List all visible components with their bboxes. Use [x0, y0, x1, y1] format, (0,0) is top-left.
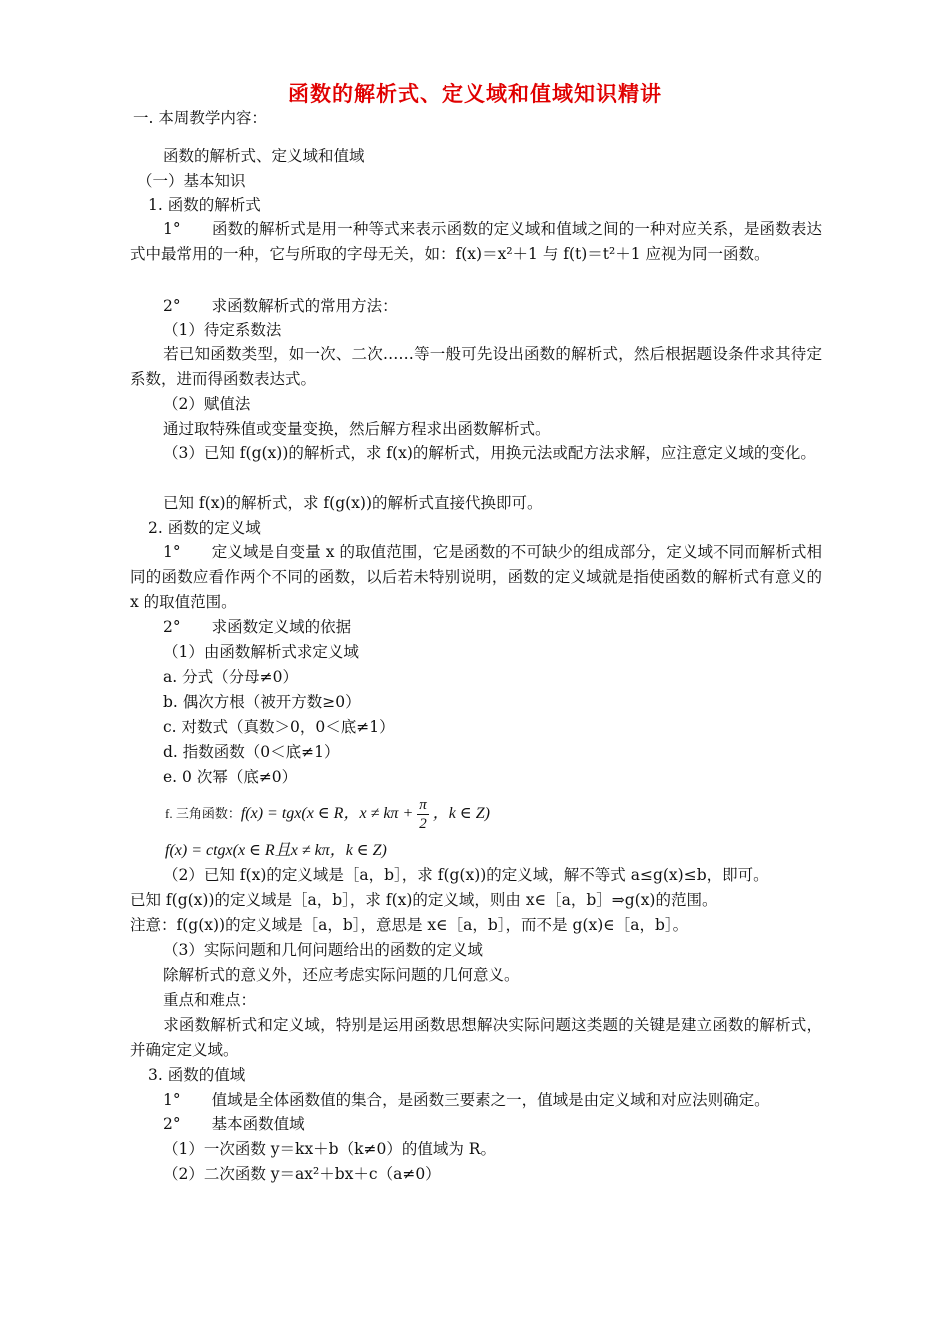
- list-item: c. 对数式（真数＞0，0＜底≠1）: [163, 718, 395, 736]
- formula-cotangent: f(x) = ctgx(x ∈ R且x ≠ kπ，k ∈ Z): [165, 842, 387, 859]
- subsection-heading: （一）基本知识: [137, 172, 246, 190]
- fraction-pi-over-2: $\frac{\pi}{2}$: [419, 797, 427, 832]
- note-line: 注意：f(g(x))的定义域是［a，b］，意思是 x∈［a，b］，而不是 g(x)∈［a，b］。: [130, 916, 689, 934]
- method-heading: （2）赋值法: [163, 395, 251, 413]
- text-line: 1° 值域是全体函数值的集合，是函数三要素之一，值域是由定义域和对应法则确定。: [163, 1091, 770, 1109]
- section-heading: 一. 本周教学内容：: [133, 109, 267, 127]
- text-line: 通过取特殊值或变量变换，然后解方程求出函数解析式。: [163, 420, 551, 438]
- paragraph: 求函数解析式和定义域，特别是运用函数思想解决实际问题这类题的关键是建立函数的解析式，并确定定义域。: [130, 1016, 822, 1059]
- text-line: 2° 基本函数值域: [163, 1115, 305, 1133]
- text-line: （1）由函数解析式求定义域: [163, 643, 359, 661]
- list-item: d. 指数函数（0＜底≠1）: [163, 743, 340, 761]
- text-line: 除解析式的意义外，还应考虑实际问题的几何意义。: [163, 966, 520, 984]
- text-line: 2° 求函数定义域的依据: [163, 618, 352, 636]
- list-item: a. 分式（分母≠0）: [163, 668, 298, 686]
- list-item: e. 0 次幂（底≠0）: [163, 768, 298, 786]
- subsection-heading: 1. 函数的解析式: [148, 196, 261, 214]
- list-item: b. 偶次方根（被开方数≥0）: [163, 693, 361, 711]
- text-line: （1）一次函数 y＝kx＋b（k≠0）的值域为 R。: [163, 1140, 496, 1158]
- paragraph: 若已知函数类型，如一次、二次……等一般可先设出函数的解析式，然后根据题设条件求其待定系数，进而得函数表达式。: [130, 345, 822, 388]
- text-line: （2）二次函数 y＝ax²＋bx＋c（a≠0）: [163, 1165, 441, 1183]
- text-line: 2° 求函数解析式的常用方法：: [163, 297, 398, 315]
- text-line: （2）已知 f(x)的定义域是［a，b］，求 f(g(x))的定义域，解不等式 a≤g(x)≤b，即可。: [163, 866, 769, 884]
- page-title: 函数的解析式、定义域和值域知识精讲: [288, 82, 662, 106]
- method-heading: （1）待定系数法: [163, 321, 282, 339]
- key-points-heading: 重点和难点：: [163, 991, 257, 1009]
- subsection-heading: 3. 函数的值域: [148, 1066, 246, 1084]
- text-line: 函数的解析式、定义域和值域: [163, 147, 365, 165]
- text-line: 已知 f(g(x))的定义域是［a，b］，求 f(x)的定义域，则由 x∈［a，b］⇒g(x)的范围。: [130, 891, 718, 909]
- text-line: （3）实际问题和几何问题给出的函数的定义域: [163, 941, 483, 959]
- formula-tangent: f. 三角函数：f(x) = tgx(x ∈ R，x ≠ kπ + $\frac{\pi}{2}$ ，k ∈ Z): [165, 797, 490, 832]
- subsection-heading: 2. 函数的定义域: [148, 519, 261, 537]
- paragraph: 1° 函数的解析式是用一种等式来表示函数的定义域和值域之间的一种对应关系，是函数表达式中最常用的一种，它与所取的字母无关，如：f(x)＝x²＋1 与 f(t)＝t²＋1 应视为同一函数。: [130, 220, 822, 263]
- paragraph: 1° 定义域是自变量 x 的取值范围，它是函数的不可缺少的组成部分，定义域不同而解析式相同的函数应看作两个不同的函数，以后若未特别说明，函数的定义域就是指使函数的解析式有意义的 x 的取值范围。: [130, 543, 822, 611]
- paragraph: （3）已知 f(g(x))的解析式，求 f(x)的解析式，用换元法或配方法求解，应注意定义域的变化。: [163, 444, 816, 462]
- text-line: 已知 f(x)的解析式，求 f(g(x))的解析式直接代换即可。: [163, 494, 543, 512]
